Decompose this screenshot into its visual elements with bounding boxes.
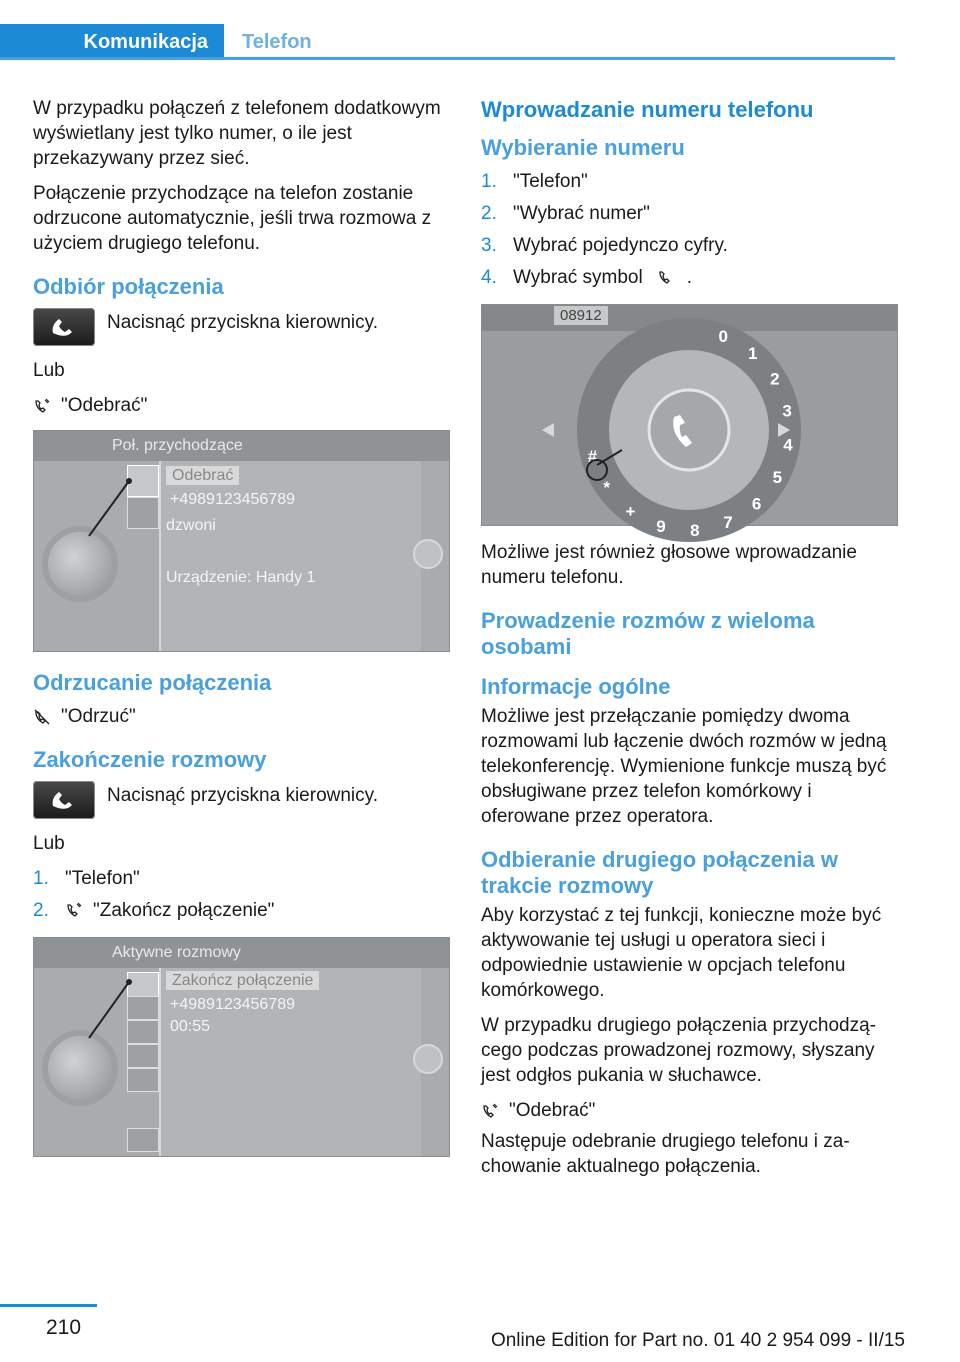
press-button-text-2: Nacisnąć przyciskna kierownicy. xyxy=(107,785,379,806)
dial-step-2 xyxy=(481,201,896,226)
dial-digit: # xyxy=(587,446,598,466)
pointer-line xyxy=(34,431,449,651)
heading-dial-number: Wybieranie numeru xyxy=(481,135,685,160)
or-text-2: Lub xyxy=(33,833,65,854)
screen-time: 00:55 xyxy=(170,1018,211,1035)
tabbar-underline xyxy=(0,57,895,60)
screen-header-label: Poł. przychodzące xyxy=(112,437,243,454)
tab-komunikacja[interactable] xyxy=(0,24,224,60)
reject-phone-icon xyxy=(33,708,51,726)
step-number: 2. xyxy=(481,203,497,224)
dial-speller-screenshot xyxy=(481,304,898,540)
step-text: "Zakończ połączenie" xyxy=(93,900,275,921)
dial-center-button xyxy=(649,390,729,470)
step-number: 4. xyxy=(481,267,497,288)
voice-note: Możliwe jest również głosowe wprowadzanie numeru telefonu. xyxy=(481,542,857,588)
answer-phone-icon xyxy=(33,397,51,415)
right-column xyxy=(481,96,896,1189)
incoming-call-screenshot xyxy=(33,430,450,652)
heading-end-call: Zakończenie rozmowy xyxy=(33,747,267,772)
pointer-line xyxy=(34,938,449,1156)
dial-step-1 xyxy=(481,169,896,194)
section-tabbar xyxy=(0,24,895,60)
reject-label: "Odrzuć" xyxy=(61,706,136,727)
dial-digit: 7 xyxy=(723,513,733,533)
step-suffix: . xyxy=(686,267,692,288)
heading-second-call: Odbieranie drugiego połączenia w trakcie rozmowy xyxy=(481,847,838,898)
screen-device: Urządzenie: Handy 1 xyxy=(166,569,316,586)
answer-line xyxy=(33,393,448,418)
heading-multi-party: Prowadzenie rozmów z wieloma osobami xyxy=(481,608,815,659)
heading-general-info: Informacje ogólne xyxy=(481,674,671,699)
second-call-text-1: Aby korzystać z tej funkcji, konieczne może być aktywowanie tej usługi u operatora sieci i odpowiednie ustawienie w opcjach telefonu komórkowego. xyxy=(481,905,882,1001)
dial-digit: 3 xyxy=(782,401,792,421)
page-number: 210 xyxy=(46,1316,82,1339)
dial-step-3 xyxy=(481,233,896,258)
answer-label: "Odebrać" xyxy=(61,395,148,416)
edition-text: Online Edition for Part no. 01 40 2 954 099 - II/15 xyxy=(490,1330,905,1351)
or-text-1: Lub xyxy=(33,360,65,381)
dial-digit: 8 xyxy=(690,520,700,540)
second-call-text-2: W przypadku drugiego połączenia przychodzącego podczas prowadzonej rozmowy, słyszany jest odgłos pukania w słuchawce. xyxy=(481,1015,876,1086)
tab-telefon-label: Telefon xyxy=(242,31,312,53)
step-number: 3. xyxy=(481,235,497,256)
steering-button-row xyxy=(33,308,448,346)
screen-status: dzwoni xyxy=(166,517,216,534)
steering-button-row-2 xyxy=(33,781,448,819)
heading-number-entry: Wprowadzanie numeru telefonu xyxy=(481,97,814,122)
second-answer-label: "Odebrać" xyxy=(509,1100,596,1121)
dial-digit: + xyxy=(625,502,636,522)
step-number: 2. xyxy=(33,900,49,921)
heading-receive-call: Odbiór połączenia xyxy=(33,274,224,299)
dial-steps xyxy=(481,169,896,290)
dial-number-field: 08912 xyxy=(554,306,608,325)
dial-step-4 xyxy=(481,265,896,290)
press-button-text: Nacisnąć przyciskna kierownicy. xyxy=(107,312,379,333)
dial-digit: 0 xyxy=(718,327,728,347)
steering-phone-button-icon-2 xyxy=(33,781,95,819)
tab-komunikacja-label: Komunikacja xyxy=(83,30,208,53)
tab-telefon[interactable] xyxy=(242,24,312,60)
screen-header-label: Aktywne rozmowy xyxy=(112,944,241,961)
footer-rule xyxy=(0,1304,97,1307)
dial-digit: 2 xyxy=(770,369,780,389)
second-answer-line xyxy=(481,1098,896,1123)
second-call-text-3: Następuje odebranie drugiego telefonu i zachowanie aktualnego połączenia. xyxy=(481,1131,850,1177)
step-number: 1. xyxy=(481,171,497,192)
step-text: "Telefon" xyxy=(65,868,140,889)
step-text: Wybrać pojedynczo cyfry. xyxy=(513,235,728,256)
dial-phone-icon xyxy=(657,268,675,286)
dial-digit: 5 xyxy=(772,467,783,487)
end-step-1 xyxy=(33,866,448,891)
left-column xyxy=(33,96,448,1171)
intro-paragraph-2: Połączenie przychodzące na telefon zostanie odrzucone automatycznie, jeśli trwa rozmowa z użyciem drugiego telefonu. xyxy=(33,183,432,254)
step-text: "Wybrać numer" xyxy=(513,203,650,224)
dial-digit: 4 xyxy=(783,435,793,455)
dial-ring xyxy=(482,305,897,540)
intro-paragraph-1: W przypadku połączeń z telefonem dodatkowym wyświetlany jest tylko numer, o ile jest przekazywany przez sieć. xyxy=(33,98,441,169)
screen-highlight-label: Odebrać xyxy=(166,466,239,485)
steering-phone-button-icon xyxy=(33,308,95,346)
dial-digit: 9 xyxy=(656,517,666,537)
heading-reject-call: Odrzucanie połączenia xyxy=(33,670,272,695)
step-number: 1. xyxy=(33,868,49,889)
dial-digit: * xyxy=(603,477,610,497)
reject-line xyxy=(33,704,448,729)
dial-digit: 1 xyxy=(747,343,758,363)
general-text: Możliwe jest przełączanie pomiędzy dwoma rozmowami lub łączenie dwóch rozmów w jedną telekonferencję. Wymienione funkcje muszą być obsługiwane przez telefon komórkowy i oferowane przez operatora. xyxy=(481,706,887,827)
end-call-steps xyxy=(33,866,448,923)
end-call-phone-icon xyxy=(65,901,83,919)
screen-number: +4989123456789 xyxy=(170,996,296,1013)
dial-left-arrow-icon xyxy=(542,423,554,437)
screen-number: +4989123456789 xyxy=(170,491,296,508)
step-text: "Telefon" xyxy=(513,171,588,192)
screen-highlight-label: Zakończ połączenie xyxy=(166,971,319,990)
dial-digit: 6 xyxy=(751,494,762,514)
end-step-2 xyxy=(33,898,448,923)
active-calls-screenshot xyxy=(33,937,450,1157)
answer-phone-icon-2 xyxy=(481,1102,499,1120)
step-text: Wybrać symbol xyxy=(513,267,643,288)
